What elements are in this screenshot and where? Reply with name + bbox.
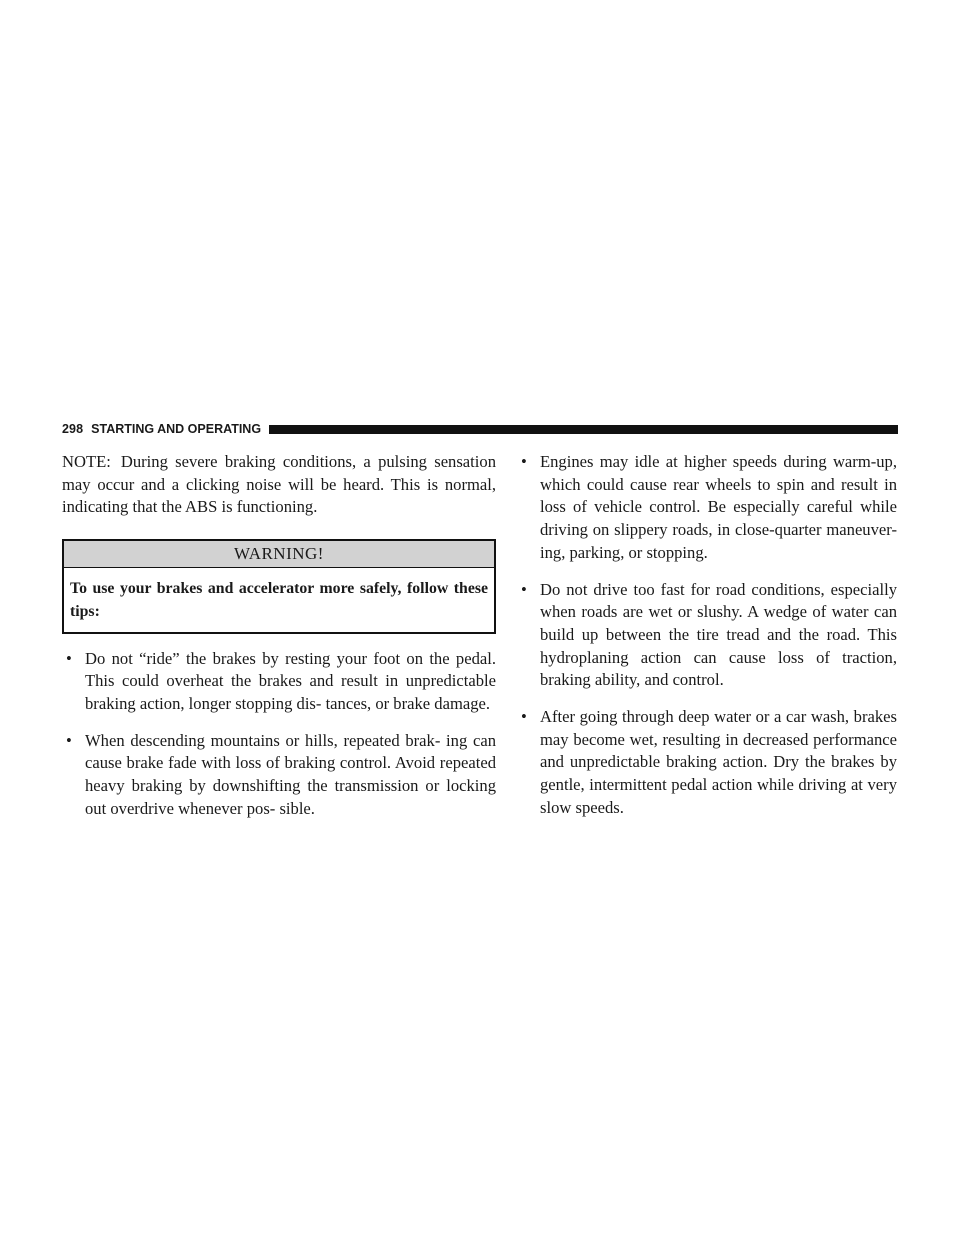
warning-intro: To use your brakes and accelerator more safely, follow these tips: [70, 580, 488, 620]
list-item-text: Do not drive too fast for road conditions, especially when roads are wet or slushy. A wedge of water can build up between the tire tread and the road. This hydroplaning action can cause loss of traction, braking ability, and control. [540, 579, 897, 690]
bullet-icon: • [66, 648, 72, 668]
list-item [517, 579, 897, 693]
list-item [62, 648, 496, 716]
page-number: 298 [62, 422, 84, 436]
bullet-icon: • [521, 452, 527, 471]
page-header [62, 421, 898, 437]
note-label: NOTE: [62, 452, 111, 471]
list-item-text: After going through deep water or a car wash, brakes may become wet, resulting in decreased performance and unpredictable braking action. Dry the brakes by gentle, intermittent pedal action while driving at very slow speeds. [540, 707, 897, 817]
tips-list-right [517, 451, 897, 820]
bullet-icon: • [521, 579, 527, 599]
list-item [517, 451, 897, 565]
tips-list-left [62, 648, 496, 821]
list-item-text: When descending mountains or hills, repeated brak- ing can cause brake fade with loss of braking control. Avoid repeated heavy braking by downshifting the transmission or locking out overdrive whenever pos- sible. [85, 730, 496, 818]
bullet-icon: • [66, 730, 72, 750]
header-rule [269, 425, 898, 434]
right-column [517, 451, 897, 834]
left-column [62, 451, 496, 834]
list-item-text: Do not “ride” the brakes by resting your foot on the pedal. This could overheat the brakes and result in unpredictable braking action, longer stopping dis- tances, or brake damage. [85, 648, 496, 713]
note-paragraph [62, 451, 496, 519]
warning-title: WARNING! [64, 541, 494, 568]
note-text: During severe braking conditions, a pulsing sensation may occur and a clicking noise will be heard. This is normal, indicating that the ABS is functioning. [62, 452, 496, 517]
warning-box [62, 539, 496, 633]
list-item [517, 706, 897, 820]
section-title: STARTING AND OPERATING [91, 422, 262, 436]
bullet-icon: • [521, 707, 527, 727]
list-item [62, 730, 496, 821]
list-item-text: Engines may idle at higher speeds during warm-up, which could cause rear wheels to spin and result in loss of vehicle control. Be especially careful while driving on slippery roads, in close-quarter maneuver- ing, parking, or stopping. [540, 452, 897, 562]
